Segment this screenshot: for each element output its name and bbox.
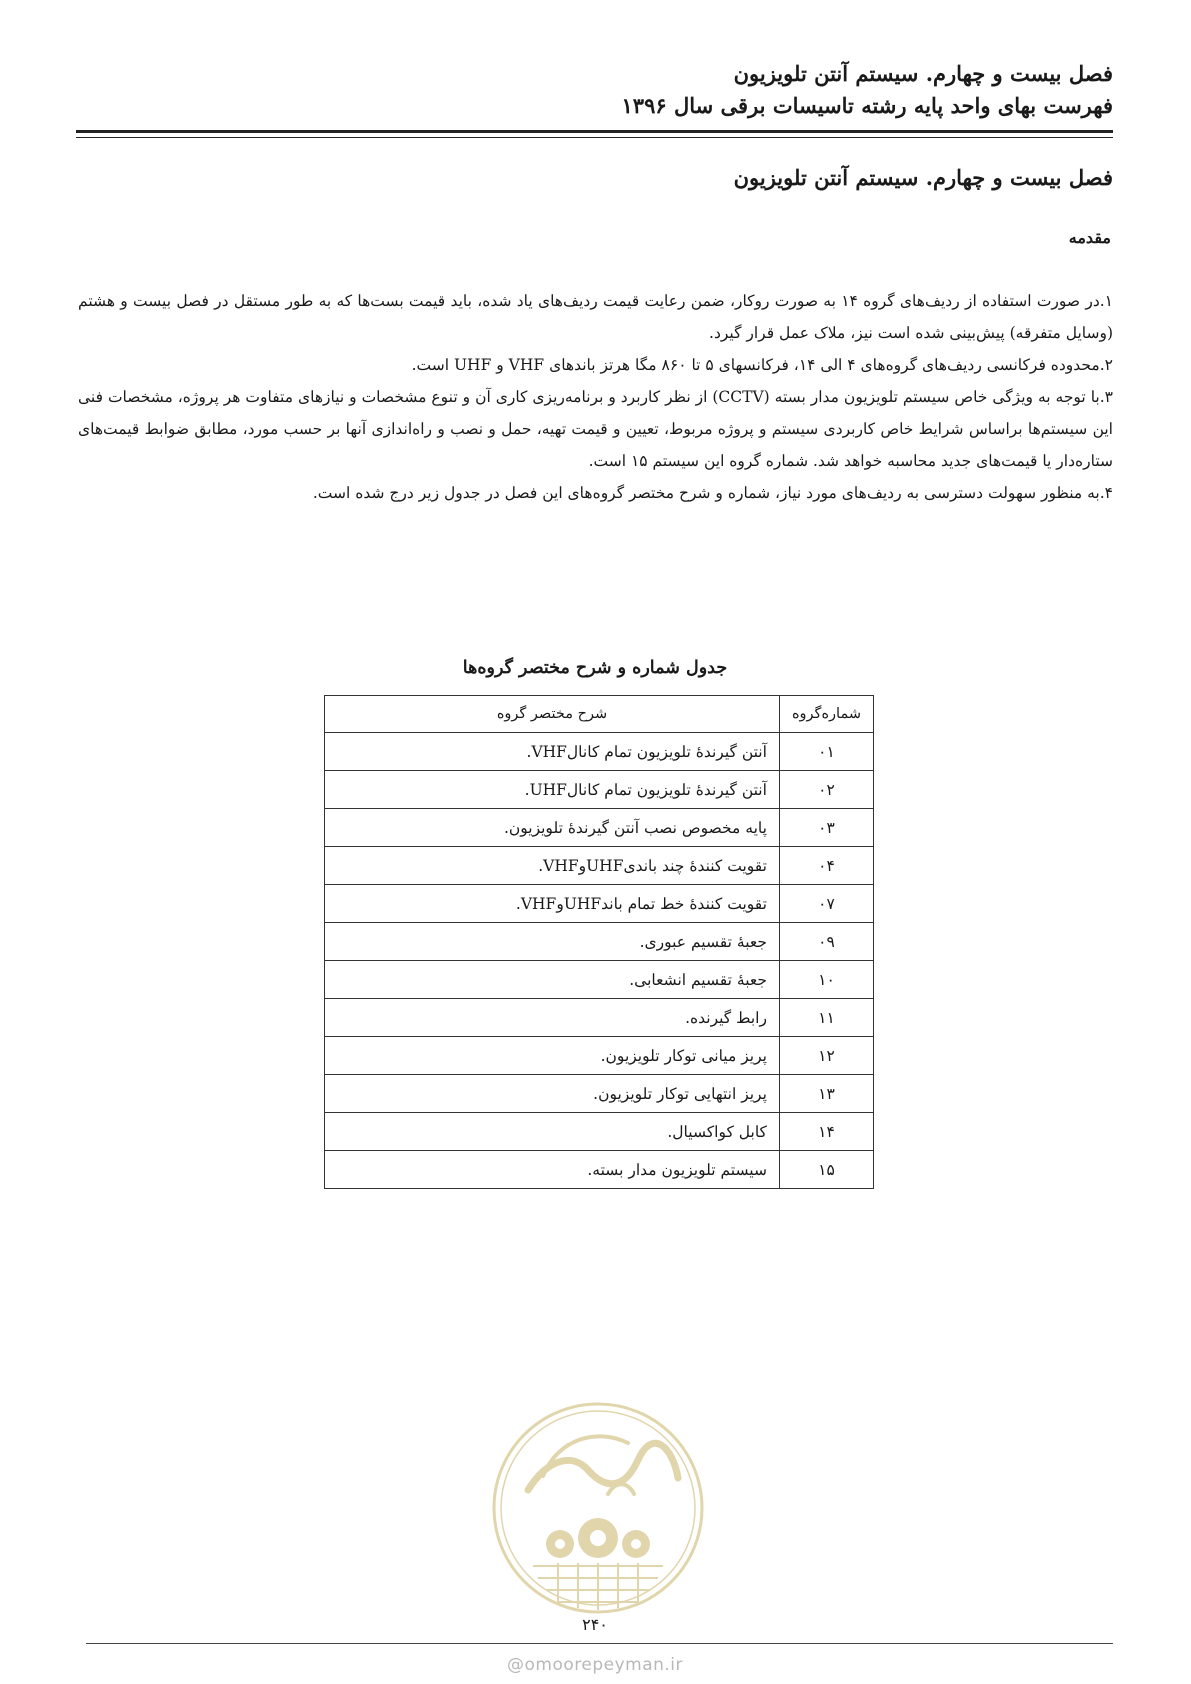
header-description: شرح مختصر گروه — [325, 696, 780, 733]
intro-paragraph-2: ۲.محدوده فرکانسی ردیف‌های گروه‌های ۴ الی ۱۴، فرکانسهای ۵ تا ۸۶۰ مگا هرتز باندهای VHF و UHF است. — [411, 356, 1113, 374]
table-row — [325, 1113, 874, 1151]
table-row — [325, 1075, 874, 1113]
page-number: ۲۴۰ — [582, 1615, 608, 1634]
intro-paragraph-4: ۴.به منظور سهولت دسترسی به ردیف‌های مورد نیاز، شماره و شرح مختصر گروه‌های این فصل در جدول زیر درج شده است. — [312, 484, 1113, 502]
header-chapter-line: فصل بیست و چهارم. سیستم آنتن تلویزیون — [733, 61, 1113, 86]
group-number-cell: ۰۱ — [779, 733, 873, 771]
group-number-cell: ۱۳ — [779, 1075, 873, 1113]
table-row — [325, 923, 874, 961]
group-description-cell: سیستم تلویزیون مدار بسته. — [325, 1151, 780, 1189]
table-row — [325, 733, 874, 771]
intro-paragraph-3: ۳.با توجه به ویژگی خاص سیستم تلویزیون مدار بسته (CCTV) از نظر کاربرد و برنامه‌ریزی کاری آن و تنوع مشخصات و نیازهای متفاوت هر پروژه، مشخصات فنی این سیستم‌ها براساس شرایط خاص کاربردی سیستم و پروژه مربوط، تعیین و قیمت تهیه، حمل و نصب و راه‌اندازی آنها بر حسب مورد، مطابق ضوابط قیمت‌های ستاره‌دار یا قیمت‌های جدید محاسبه خواهد شد. شماره گروه این سیستم ۱۵ است. — [78, 388, 1113, 470]
footer-rule — [86, 1643, 1113, 1644]
group-description-cell: جعبهٔ تقسیم انشعابی. — [325, 961, 780, 999]
group-number-cell: ۰۲ — [779, 771, 873, 809]
header-group-number: شماره‌گروه — [779, 696, 873, 733]
group-description-cell: کابل کواکسیال. — [325, 1113, 780, 1151]
group-description-cell: رابط گیرنده. — [325, 999, 780, 1037]
group-description-cell: پریز انتهایی توکار تلویزیون. — [325, 1075, 780, 1113]
table-row — [325, 1151, 874, 1189]
table-row — [325, 809, 874, 847]
group-description-cell: جعبهٔ تقسیم عبوری. — [325, 923, 780, 961]
group-number-cell: ۱۱ — [779, 999, 873, 1037]
group-number-cell: ۱۲ — [779, 1037, 873, 1075]
at-sign-icon: @ — [506, 1655, 525, 1675]
header-rule-thin — [76, 137, 1113, 138]
running-header — [78, 58, 1113, 122]
group-number-cell: ۰۳ — [779, 809, 873, 847]
table-caption: جدول شماره و شرح مختصر گروه‌ها — [462, 658, 728, 678]
watermark — [480, 1655, 710, 1675]
intro-paragraph-1: ۱.در صورت استفاده از ردیف‌های گروه ۱۴ به صورت روکار، ضمن رعایت قیمت ردیف‌های یاد شده، باید قیمت بست‌ها که به طور مستقل در فصل بیست و هشتم (وسایل متفرقه) پیش‌بینی شده است نیز، ملاک عمل قرار گیرد. — [78, 292, 1113, 342]
table-header-row — [325, 696, 874, 733]
group-number-cell: ۱۴ — [779, 1113, 873, 1151]
intro-body — [78, 285, 1113, 509]
table-row — [325, 771, 874, 809]
group-number-cell: ۱۰ — [779, 961, 873, 999]
group-description-cell: آنتن گیرندهٔ تلویزیون تمام کانالUHF. — [325, 771, 780, 809]
group-number-cell: ۰۹ — [779, 923, 873, 961]
groups-table — [324, 695, 874, 1189]
group-number-cell: ۰۷ — [779, 885, 873, 923]
header-book-line: فهرست بهای واحد پایه رشته تاسیسات برقی سال ۱۳۹۶ — [621, 93, 1113, 118]
group-description-cell: پریز میانی توکار تلویزیون. — [325, 1037, 780, 1075]
group-description-cell: تقویت کنندهٔ چند باندیUHFوVHF. — [325, 847, 780, 885]
header-rule-thick — [76, 130, 1113, 133]
table-row — [325, 999, 874, 1037]
group-description-cell: پایه مخصوص نصب آنتن گیرندهٔ تلویزیون. — [325, 809, 780, 847]
table-row — [325, 847, 874, 885]
publisher-seal-icon — [488, 1398, 708, 1618]
group-description-cell: آنتن گیرندهٔ تلویزیون تمام کانالVHF. — [325, 733, 780, 771]
table-row — [325, 885, 874, 923]
table-row — [325, 1037, 874, 1075]
chapter-title: فصل بیست و چهارم. سیستم آنتن تلویزیون — [733, 165, 1113, 190]
group-description-cell: تقویت کنندهٔ خط تمام باندUHFوVHF. — [325, 885, 780, 923]
group-number-cell: ۱۵ — [779, 1151, 873, 1189]
watermark-text: omoorepeyman.ir — [524, 1655, 684, 1675]
group-number-cell: ۰۴ — [779, 847, 873, 885]
table-row — [325, 961, 874, 999]
intro-heading: مقدمه — [1068, 228, 1111, 247]
